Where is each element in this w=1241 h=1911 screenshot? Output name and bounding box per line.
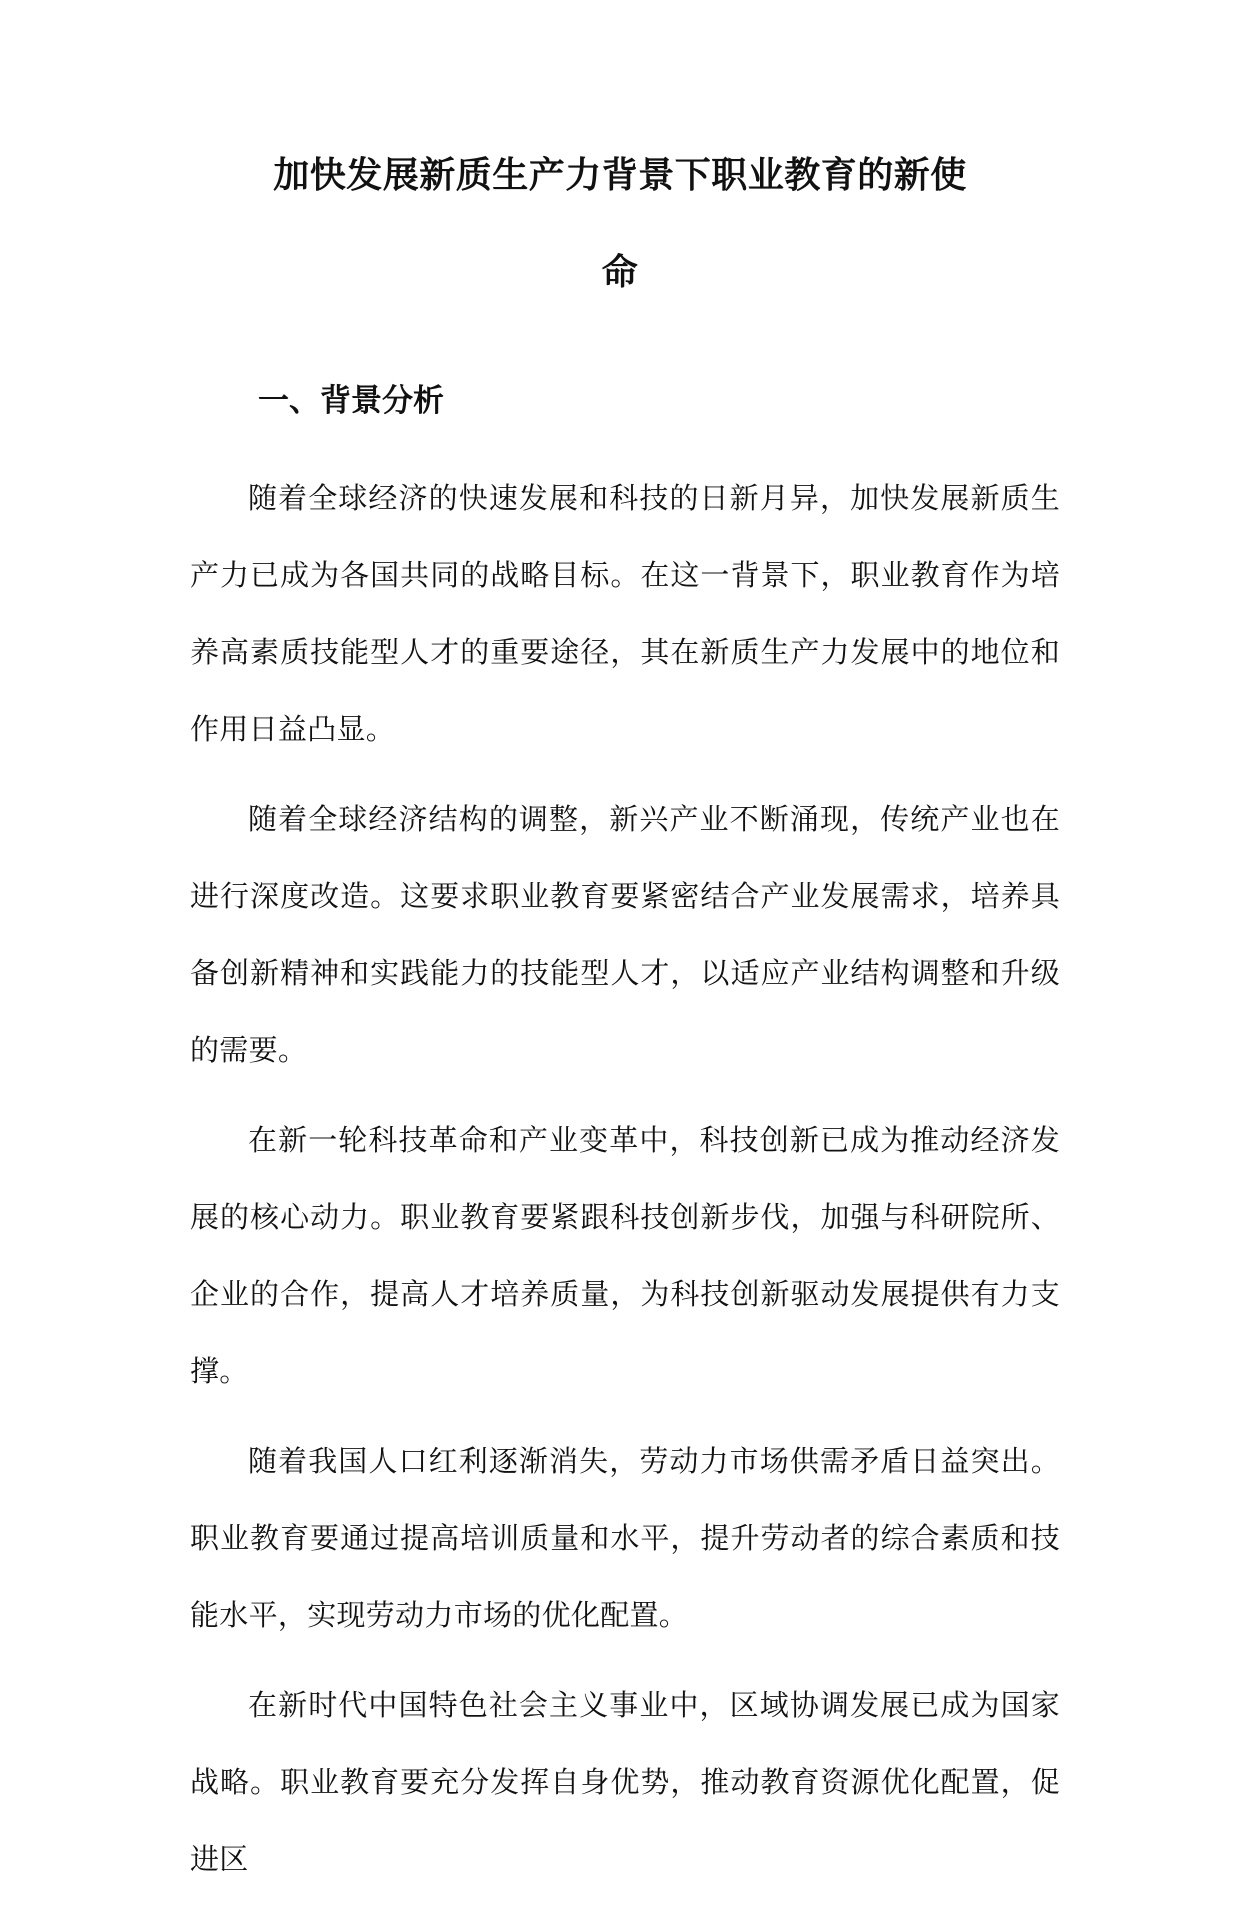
- document-title-line-2: 命: [601, 252, 639, 293]
- paragraph: 随着全球经济的快速发展和科技的日新月异，加快发展新质生产力已成为各国共同的战略目标。在这一背景下，职业教育作为培养高素质技能型人才的重要途径，其在新质生产力发展中的地位和作用日益凸显。: [190, 481, 1060, 746]
- paragraph: 在新一轮科技革命和产业变革中，科技创新已成为推动经济发展的核心动力。职业教育要紧跟科技创新步伐，加强与科研院所、企业的合作，提高人才培养质量，为科技创新驱动发展提供有力支撑。: [190, 1123, 1060, 1388]
- section-heading: 一、背景分析: [258, 383, 444, 419]
- paragraph: 随着我国人口红利逐渐消失，劳动力市场供需矛盾日益突出。职业教育要通过提高培训质量和水平，提升劳动者的综合素质和技能水平，实现劳动力市场的优化配置。: [190, 1444, 1060, 1632]
- document-title-line-1: 加快发展新质生产力背景下职业教育的新使: [273, 155, 967, 196]
- paragraph: 在新时代中国特色社会主义事业中，区域协调发展已成为国家战略。职业教育要充分发挥自身优势，推动教育资源优化配置，促进区: [190, 1688, 1060, 1876]
- paragraph: 随着全球经济结构的调整，新兴产业不断涌现，传统产业也在进行深度改造。这要求职业教育要紧密结合产业发展需求，培养具备创新精神和实践能力的技能型人才，以适应产业结构调整和升级的需要。: [190, 802, 1060, 1067]
- body-text: [190, 460, 1060, 1911]
